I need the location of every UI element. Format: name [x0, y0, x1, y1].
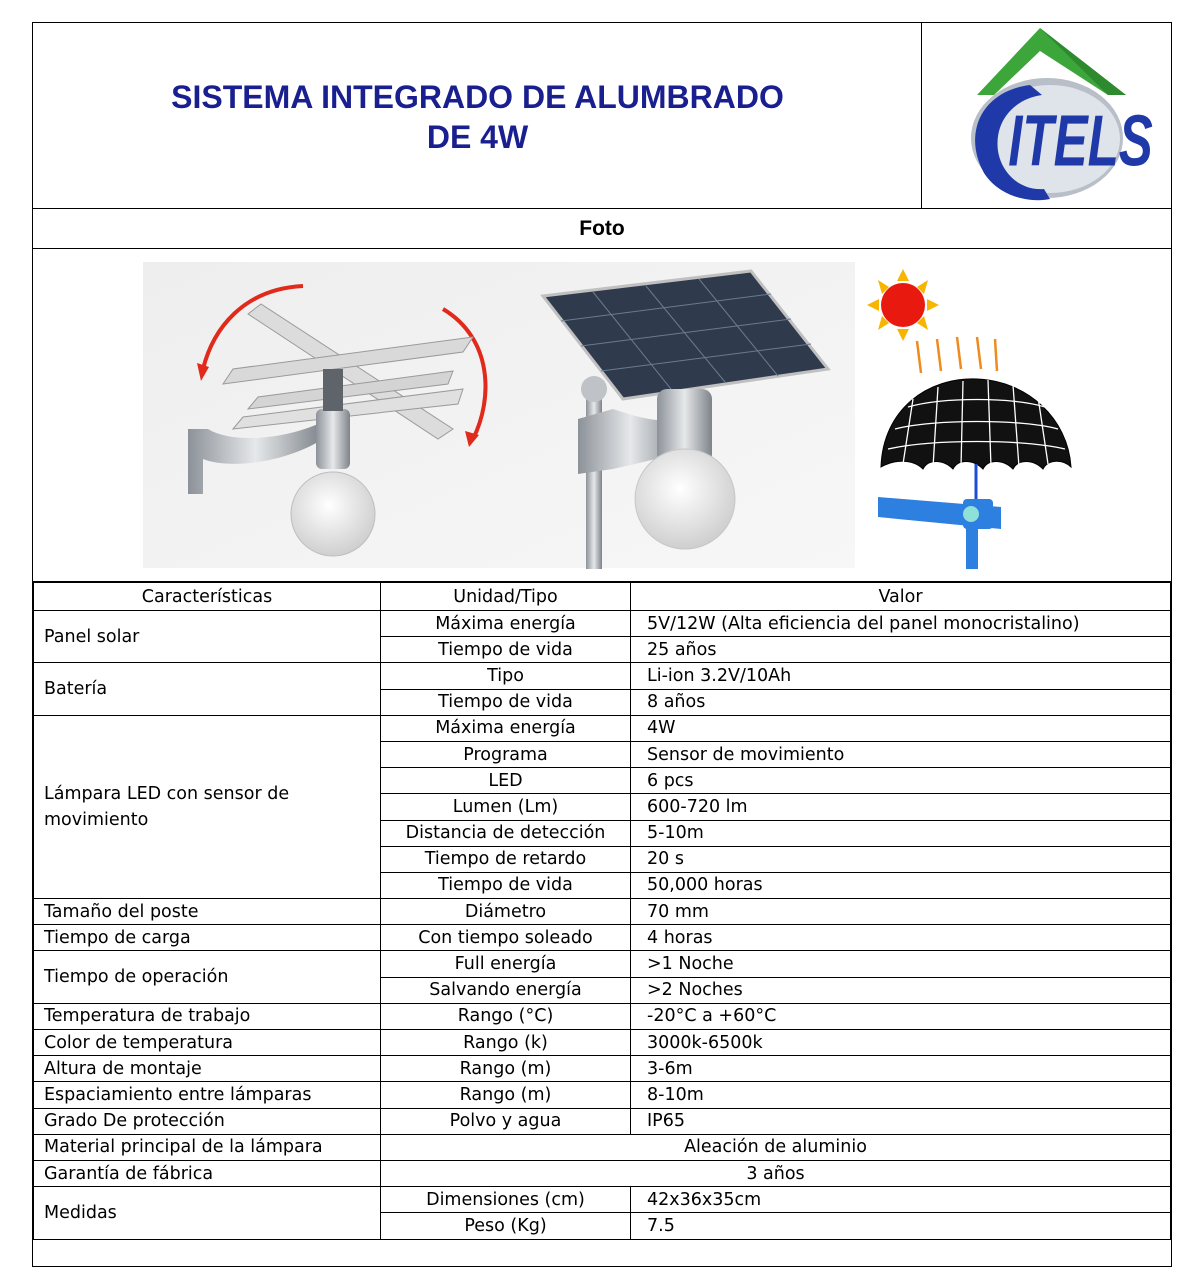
row-value: 6 pcs [631, 768, 1171, 794]
row-value: IP65 [631, 1108, 1171, 1134]
table-row [34, 951, 1171, 977]
row-value: >2 Noches [631, 977, 1171, 1003]
logo-cell [921, 23, 1173, 209]
table-row [34, 1187, 1171, 1213]
row-value: 4W [631, 715, 1171, 741]
table-row [34, 1082, 1171, 1108]
row-value: 5-10m [631, 820, 1171, 846]
product-photos [33, 249, 1171, 582]
row-characteristic: Material principal de la lámpara [34, 1134, 381, 1160]
page-title [33, 77, 922, 157]
row-unit: Dimensiones (cm) [381, 1187, 631, 1213]
row-unit: LED [381, 768, 631, 794]
table-row [34, 1030, 1171, 1056]
header-value: Valor [631, 583, 1171, 611]
row-unit: Full energía [381, 951, 631, 977]
table-row [34, 1056, 1171, 1082]
spec-sheet [32, 22, 1172, 1267]
row-characteristic: Altura de montaje [34, 1056, 381, 1082]
row-value: 25 años [631, 637, 1171, 663]
row-unit: Polvo y agua [381, 1108, 631, 1134]
sun-umbrella-illustration [867, 269, 1071, 569]
row-value: 3-6m [631, 1056, 1171, 1082]
row-unit: Rango (m) [381, 1082, 631, 1108]
photo-section-label: Foto [33, 209, 1171, 249]
row-value: 8 años [631, 689, 1171, 715]
row-value: 3 años [381, 1160, 1171, 1186]
row-value: 42x36x35cm [631, 1187, 1171, 1213]
table-header-row [34, 583, 1171, 611]
table-row [34, 1003, 1171, 1029]
row-characteristic: Tiempo de operación [34, 951, 381, 1003]
row-value: >1 Noche [631, 951, 1171, 977]
sun-icon [881, 283, 925, 327]
row-characteristic: Temperatura de trabajo [34, 1003, 381, 1029]
row-value: 8-10m [631, 1082, 1171, 1108]
logo-text: ITELS [1008, 100, 1153, 182]
row-unit: Tipo [381, 663, 631, 689]
row-unit: Tiempo de vida [381, 637, 631, 663]
row-value: 5V/12W (Alta eficiencia del panel monocristalino) [631, 611, 1171, 637]
row-value: Sensor de movimiento [631, 741, 1171, 767]
row-unit: Programa [381, 741, 631, 767]
table-row [34, 899, 1171, 925]
row-characteristic: Panel solar [34, 611, 381, 663]
row-unit: Con tiempo soleado [381, 925, 631, 951]
row-characteristic: Batería [34, 663, 381, 715]
title-line-2: DE 4W [426, 119, 529, 155]
row-characteristic: Tamaño del poste [34, 899, 381, 925]
row-characteristic: Espaciamiento entre lámparas [34, 1082, 381, 1108]
table-row [34, 611, 1171, 637]
itels-logo [922, 23, 1174, 209]
header-characteristics: Características [34, 583, 381, 611]
row-characteristic: Garantía de fábrica [34, 1160, 381, 1186]
row-value: 3000k-6500k [631, 1030, 1171, 1056]
row-unit: Distancia de detección [381, 820, 631, 846]
row-characteristic: Medidas [34, 1187, 381, 1239]
photo-row [33, 249, 1171, 582]
row-value: Li-ion 3.2V/10Ah [631, 663, 1171, 689]
row-unit: Peso (Kg) [381, 1213, 631, 1239]
spec-table [33, 582, 1171, 1240]
row-unit: Diámetro [381, 899, 631, 925]
row-characteristic: Tiempo de carga [34, 925, 381, 951]
row-unit: Rango (°C) [381, 1003, 631, 1029]
row-value: Aleación de aluminio [381, 1134, 1171, 1160]
table-row [34, 663, 1171, 689]
row-value: 4 horas [631, 925, 1171, 951]
header [33, 23, 1171, 209]
title-line-1: SISTEMA INTEGRADO DE ALUMBRADO [171, 79, 784, 115]
row-unit: Tiempo de retardo [381, 846, 631, 872]
row-value: 600-720 lm [631, 794, 1171, 820]
row-unit: Máxima energía [381, 715, 631, 741]
table-row [34, 1108, 1171, 1134]
row-value: -20°C a +60°C [631, 1003, 1171, 1029]
row-unit: Máxima energía [381, 611, 631, 637]
row-unit: Rango (m) [381, 1056, 631, 1082]
table-row [34, 925, 1171, 951]
table-row [34, 1160, 1171, 1186]
row-unit: Tiempo de vida [381, 872, 631, 898]
row-unit: Tiempo de vida [381, 689, 631, 715]
table-row [34, 715, 1171, 741]
row-value: 20 s [631, 846, 1171, 872]
row-value: 70 mm [631, 899, 1171, 925]
row-unit: Rango (k) [381, 1030, 631, 1056]
table-row [34, 1134, 1171, 1160]
row-value: 7.5 [631, 1213, 1171, 1239]
header-unit: Unidad/Tipo [381, 583, 631, 611]
row-characteristic: Lámpara LED con sensor de movimiento [34, 715, 381, 898]
row-characteristic: Color de temperatura [34, 1030, 381, 1056]
row-value: 50,000 horas [631, 872, 1171, 898]
row-unit: Lumen (Lm) [381, 794, 631, 820]
row-characteristic: Grado De protección [34, 1108, 381, 1134]
row-unit: Salvando energía [381, 977, 631, 1003]
